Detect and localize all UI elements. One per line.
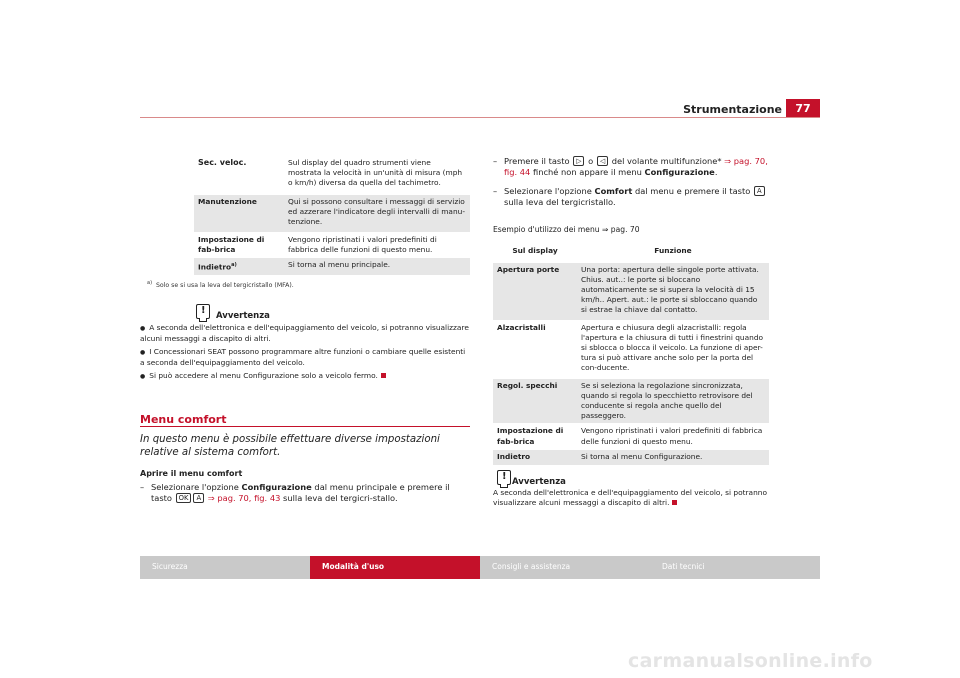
warning-bullet: ● A seconda dell'elettronica e dell'equipaggiamento del veicolo, si potranno visualizzare alcuni messaggi a discapito di altri. — [140, 323, 470, 345]
step-bold: Configurazione — [241, 482, 312, 492]
table-value: Vengono ripristinati i valori predefiniti di fabbrica delle funzioni di questo menu. — [577, 424, 769, 450]
step-text-mid: dal menu e premere il tasto — [632, 186, 753, 196]
warning-title: Avvertenza — [216, 311, 270, 321]
table-row — [493, 320, 769, 378]
arrow-right-key-icon: ▷ — [573, 156, 584, 166]
arrow-left-key-icon: ◁ — [597, 156, 608, 166]
table-value: Si torna al menu Configurazione. — [577, 450, 769, 465]
section-title: Menu comfort — [140, 413, 227, 426]
table-key: Sec. veloc. — [194, 156, 284, 194]
table-key-text: Indietro — [198, 262, 232, 272]
table-row — [493, 378, 769, 424]
step-text-pre: Premere il tasto — [504, 156, 573, 166]
table-row — [493, 424, 769, 450]
end-marker — [381, 373, 386, 378]
table-key: Manutenzione — [194, 194, 284, 232]
footer-tab-advice[interactable]: Consigli e assistenza — [480, 556, 650, 579]
table-value: Se si seleziona la regolazione sincronizzata, quando si regola lo specchietto retrovisore del conducente si regola anche quello del passeggero. — [577, 378, 769, 424]
example-caption: Esempio d'utilizzo dei menu ⇒ pag. 70 — [493, 225, 640, 234]
table-key — [194, 257, 284, 274]
footer-nav — [140, 556, 820, 579]
table-row — [194, 232, 470, 257]
table-header-row — [493, 244, 769, 262]
page-reference-link[interactable]: ⇒ pag. 70, fig. 44 — [504, 156, 768, 177]
step-text-post: sulla leva del tergicri-stallo. — [280, 493, 398, 503]
warning-icon — [497, 470, 511, 485]
table-key: Regol. specchi — [493, 378, 577, 424]
step-bold: Configurazione — [644, 167, 715, 177]
table-key: Impostazione di fab-brica — [493, 424, 577, 450]
table-key: Impostazione di fab-brica — [194, 232, 284, 257]
step-text — [140, 482, 470, 504]
table-value: Una porta: apertura delle singole porte attivata. Chius. aut..: le porte si bloccano automaticamente se si supera la velocità di 15 km/h.. Apert. aut.: le porte si sbloccano quando si estrae la chiave dal contatto. — [577, 262, 769, 320]
table-value: Sul display del quadro strumenti viene mostrata la velocità in un'unità di misura (mph o km/h) diversa da quella del tachimetro. — [284, 156, 470, 194]
table-row — [194, 257, 470, 274]
table-value: Apertura e chiusura degli alzacristalli: regola l'apertura e la chiusura di tutti i finestrini quando si sblocca o blocca il veicolo. La funzione di aper-tura si può attivare anche solo per la porta del con-ducente. — [577, 320, 769, 378]
table-row — [194, 156, 470, 194]
footnote-mark: a) — [147, 280, 153, 286]
table-row — [493, 450, 769, 465]
table-key: Indietro — [493, 450, 577, 465]
a-key-icon: A — [754, 186, 765, 196]
footnote-text: Solo se si usa la leva del tergicristallo (MFA). — [155, 282, 294, 290]
step-text-or: o — [585, 156, 596, 166]
page-header-title: Strumentazione — [683, 103, 782, 116]
left-settings-table — [194, 156, 470, 275]
header-rule — [140, 117, 820, 118]
step-press-button — [493, 156, 783, 178]
warning-bullet-last — [140, 371, 470, 382]
end-marker — [672, 500, 677, 505]
step-text-pre: Selezionare l'opzione — [504, 186, 595, 196]
step-text — [493, 186, 783, 208]
footnote-ref: a) — [231, 261, 237, 268]
page-reference-link[interactable]: ⇒ pag. 70, fig. 43 — [207, 493, 281, 503]
footer-tab-technical[interactable]: Dati tecnici — [650, 556, 820, 579]
section-intro: In questo menu è possibile effettuare diverse impostazioni relative al sistema comfort. — [140, 434, 440, 458]
step-text — [493, 156, 783, 178]
column-header-display: Sul display — [493, 244, 577, 262]
footer-tab-usage[interactable]: Modalità d'uso — [310, 556, 480, 579]
table-value: Qui si possono consultare i messaggi di servizio ed azzerare l'indicatore degli intervalli di manu-tenzione. — [284, 194, 470, 232]
warning-text: A seconda dell'elettronica e dell'equipaggiamento del veicolo, si potranno visualizzare alcuni messaggi a discapito di altri. — [493, 488, 767, 508]
step-text-mid: del volante multifunzione* — [609, 156, 725, 166]
comfort-menu-table — [493, 244, 769, 465]
footer-tab-safety[interactable]: Sicurezza — [140, 556, 310, 579]
warning-text-block — [493, 488, 783, 509]
table-value: Si torna al menu principale. — [284, 257, 470, 274]
step-dash: – — [493, 156, 498, 166]
a-key-icon: A — [193, 493, 204, 503]
table-value: Vengono ripristinati i valori predefiniti di fabbrica delle funzioni di questo menu. — [284, 232, 470, 257]
watermark: carmanualsonline.info — [628, 650, 873, 672]
warning-title: Avvertenza — [512, 477, 566, 487]
footnote — [147, 280, 294, 289]
warning-icon — [196, 304, 210, 319]
step-text-end: . — [714, 167, 718, 177]
warning-bullet: ● Si può accedere al menu Configurazione solo a veicolo fermo. — [140, 371, 378, 380]
step-dash: – — [140, 482, 145, 492]
page-number: 77 — [786, 99, 820, 118]
table-row — [493, 262, 769, 320]
step-text-mid: dal menu principale e premere il tasto — [151, 482, 450, 503]
step-text-post: sulla leva del tergicristallo. — [504, 197, 616, 207]
subheading: Aprire il menu comfort — [140, 469, 243, 478]
table-key: Apertura porte — [493, 262, 577, 320]
table-key: Alzacristalli — [493, 320, 577, 378]
step-bold: Comfort — [594, 186, 633, 196]
ok-key-icon: OK — [176, 493, 192, 503]
column-header-function: Funzione — [577, 244, 769, 262]
warning-bullet: ● I Concessionari SEAT possono programmare altre funzioni o cambiare quelle esistenti a seconda dell'equipaggiamento del veicolo. — [140, 347, 470, 369]
table-row — [194, 194, 470, 232]
step-dash: – — [493, 186, 498, 196]
section-rule — [140, 426, 470, 427]
step-text-post: finché non appare il menu — [530, 167, 645, 177]
step-open-comfort — [140, 482, 470, 504]
step-select-comfort — [493, 186, 783, 208]
step-text-pre: Selezionare l'opzione — [151, 482, 242, 492]
